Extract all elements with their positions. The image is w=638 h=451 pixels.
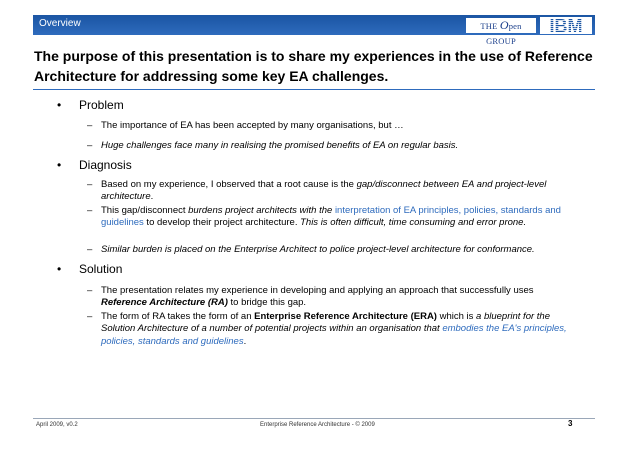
section-heading: Diagnosis [79, 158, 132, 172]
list-item: – The presentation relates my experience in developing and applying an approach that successfully uses Reference Architecture (RA) to bridge this gap. [87, 285, 534, 309]
section-label: Overview [39, 18, 81, 29]
list-item: – The form of RA takes the form of an Enterprise Reference Architecture (ERA) which is a blueprint for the Solution Architecture of a number of potential projects within an organisation that embodies the EA's principles, policies, standards and guidelines. [87, 311, 567, 347]
section-heading: Solution [79, 262, 123, 276]
footer-date: April 2009, v0.2 [36, 422, 78, 428]
section-heading: Problem [79, 98, 124, 112]
ibm-logo [540, 17, 592, 34]
list-item: – The importance of EA has been accepted by many organisations, but … [87, 120, 404, 131]
footer-divider [33, 418, 595, 419]
open-group-logo: THE Open GROUP [466, 18, 536, 33]
list-item: – Based on my experience, I observed that a root cause is the gap/disconnect between EA and project-level architecture. [87, 179, 547, 203]
footer-copyright: Enterprise Reference Architecture - © 2009 [260, 422, 375, 428]
svg-text:IBM: IBM [549, 17, 583, 34]
list-item: – Huge challenges face many in realising the promised benefits of EA on regular basis. [87, 140, 459, 151]
page-number: 3 [568, 419, 573, 428]
list-item: – Similar burden is placed on the Enterprise Architect to police project-level architecture for conformance. [87, 244, 535, 255]
slide-title: The purpose of this presentation is to share my experiences in the use of Reference Architecture for addressing some key EA challenges. [34, 48, 593, 84]
list-item: – This gap/disconnect burdens project architects with the interpretation of EA principles, policies, standards and guidelines to develop their project architecture. This is often difficult, time consuming and error prone. [87, 205, 561, 229]
title-divider [33, 89, 595, 90]
